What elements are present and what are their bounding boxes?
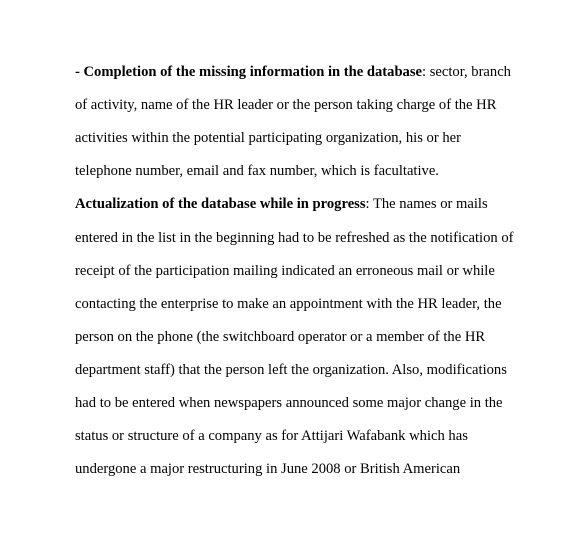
paragraph-line bbox=[75, 195, 488, 213]
paragraph-line bbox=[75, 361, 507, 379]
paragraph-line bbox=[75, 129, 461, 147]
line-text: status or structure of a company as for Attijari Wafabank which has bbox=[75, 428, 468, 444]
line-text: entered in the list in the beginning had to be refreshed as the notification of bbox=[75, 230, 514, 246]
line-text: : sector, branch bbox=[422, 64, 511, 80]
bold-heading: Actualization of the database while in progress bbox=[75, 196, 366, 212]
paragraph-line bbox=[75, 162, 439, 180]
line-text: undergone a major restructuring in June 2008 or British American bbox=[75, 461, 461, 477]
line-text: activities within the potential participating organization, his or her bbox=[75, 130, 461, 146]
line-text: contacting the enterprise to make an appointment with the HR leader, the bbox=[75, 296, 502, 312]
line-text: telephone number, email and fax number, which is facultative. bbox=[75, 163, 439, 179]
paragraph-line bbox=[75, 295, 502, 313]
paragraph-line bbox=[75, 460, 460, 478]
line-text: : The names or mails bbox=[365, 196, 488, 212]
line-text: department staff) that the person left the organization. Also, modifications bbox=[75, 362, 507, 378]
bold-heading: - Completion of the missing information in the database bbox=[75, 64, 423, 80]
line-text: person on the phone (the switchboard operator or a member of the HR bbox=[75, 329, 486, 345]
paragraph-line bbox=[75, 229, 514, 247]
paragraph-line bbox=[75, 394, 503, 412]
paragraph-line bbox=[75, 328, 485, 346]
line-text: had to be entered when newspapers announced some major change in the bbox=[75, 395, 503, 411]
line-text: receipt of the participation mailing indicated an erroneous mail or while bbox=[75, 263, 495, 279]
paragraph-line bbox=[75, 63, 511, 81]
paragraph-line bbox=[75, 427, 468, 445]
paragraph-line bbox=[75, 96, 496, 114]
line-text: of activity, name of the HR leader or the person taking charge of the HR bbox=[75, 97, 497, 113]
paragraph-line bbox=[75, 262, 495, 280]
